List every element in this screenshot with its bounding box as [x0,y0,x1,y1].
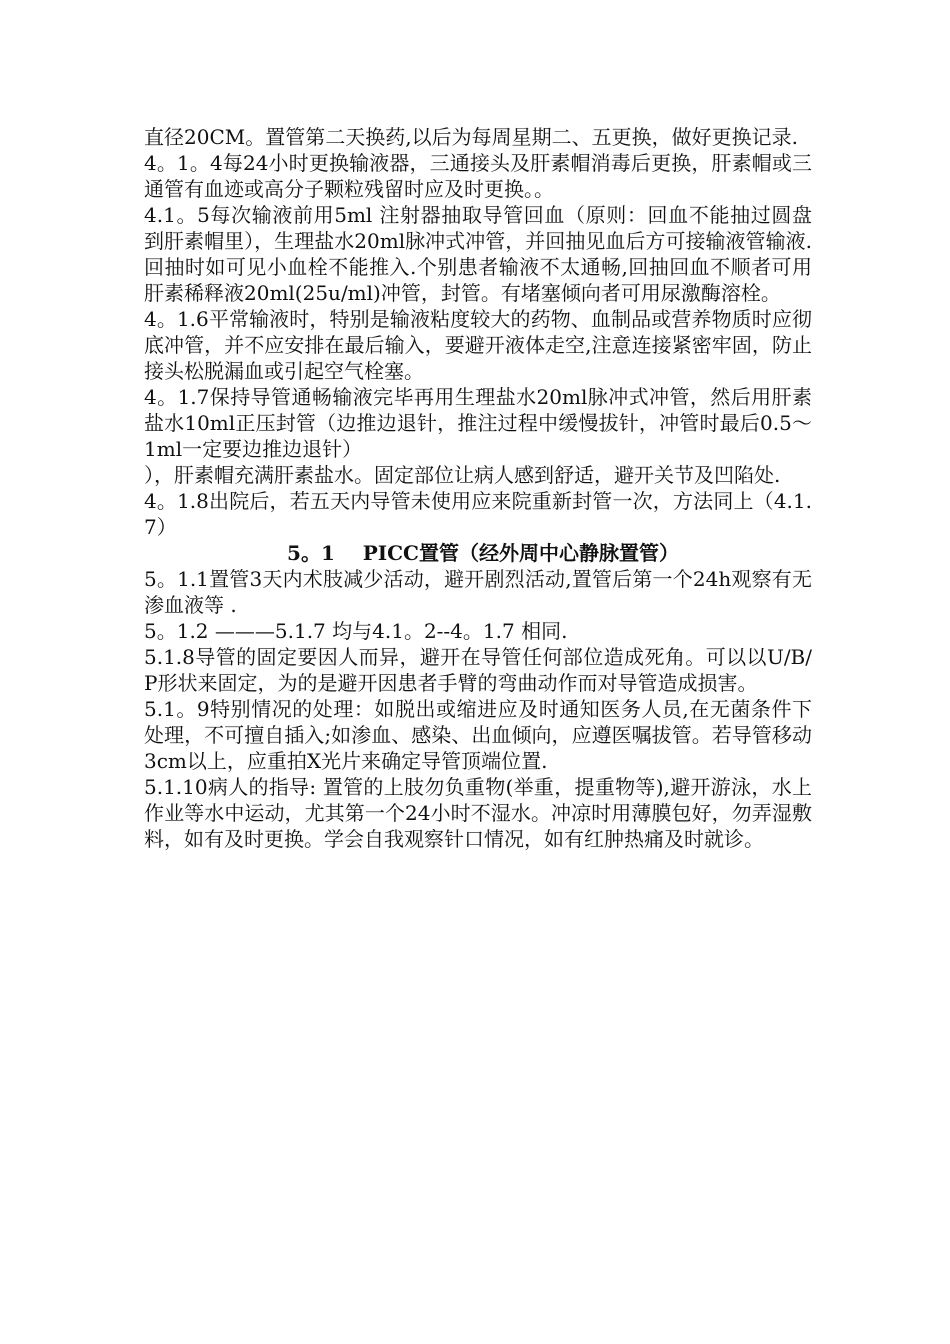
paragraph-4-1-7-continued: ），肝素帽充满肝素盐水。固定部位让病人感到舒适，避开关节及凹陷处. [144,463,781,487]
paragraph-5-1-8: 5.1.8导管的固定要因人而异，避开在导管任何部位造成死角。可以以U/B/P形状来固定，为的是避开因患者手臂的弯曲动作而对导管造成损害。 [144,645,812,695]
paragraph-4-1-6: 4。1.6平常输液时，特别是输液粘度较大的药物、血制品或营养物质时应彻底冲管，并不应安排在最后输入，要避开液体走空,注意连接紧密牢固，防止接头松脱漏血或引起空气栓塞。 [144,307,812,383]
paragraph-4-1-7: 4。1.7保持导管通畅输液完毕再用生理盐水20ml脉冲式冲管，然后用肝素盐水10ml正压封管（边推边退针，推注过程中缓慢拔针，冲管时最后0.5～1ml一定要边推边退针） [144,385,812,461]
paragraph-5-1-10: 5.1.10病人的指导: 置管的上肢勿负重物(举重，提重物等),避开游泳，水上作业等水中运动，尤其第一个24小时不湿水。冲凉时用薄膜包好，勿弄湿敷料，如有及时更换。学会自我观察针口情况，如有红肿热痛及时就诊。 [144,775,812,851]
section-heading-picc: 5。1 PICC置管（经外周中心静脉置管） [287,541,679,565]
document-body [144,124,812,852]
paragraph-4-1-8: 4。1.8出院后，若五天内导管未使用应来院重新封管一次，方法同上（4.1.7） [144,489,812,539]
paragraph-5-1-9: 5.1。9特别情况的处理：如脱出或缩进应及时通知医务人员,在无菌条件下处理，不可擅自插入;如渗血、感染、出血倾向，应遵医嘱拔管。若导管移动3cm以上，应重拍X光片来确定导管顶端位置. [144,697,812,773]
paragraph-5-1-2: 5。1.2 ———5.1.7 均与4.1。2--4。1.7 相同. [144,619,568,643]
paragraph-4-1-4: 4。1。4每24小时更换输液器，三通接头及肝素帽消毒后更换，肝素帽或三通管有血迹或高分子颗粒残留时应及时更换。。 [144,151,812,201]
paragraph-4-1-5: 4.1。5每次输液前用5ml 注射器抽取导管回血（原则：回血不能抽过圆盘到肝素帽里），生理盐水20ml脉冲式冲管，并回抽见血后方可接输液管输液.回抽时如可见小血栓不能推入.个别患者输液不太通畅,回抽回血不顺者可用肝素稀释液20ml(25u/ml)冲管，封管。有堵塞倾向者可用尿激酶溶栓。 [144,203,812,305]
paragraph-dressing-change: 直径20CM。置管第二天换药,以后为每周星期二、五更换，做好更换记录. [144,125,798,149]
paragraph-5-1-1: 5。1.1置管3天内术肢减少活动，避开剧烈活动,置管后第一个24h观察有无渗血液等 . [144,567,812,617]
